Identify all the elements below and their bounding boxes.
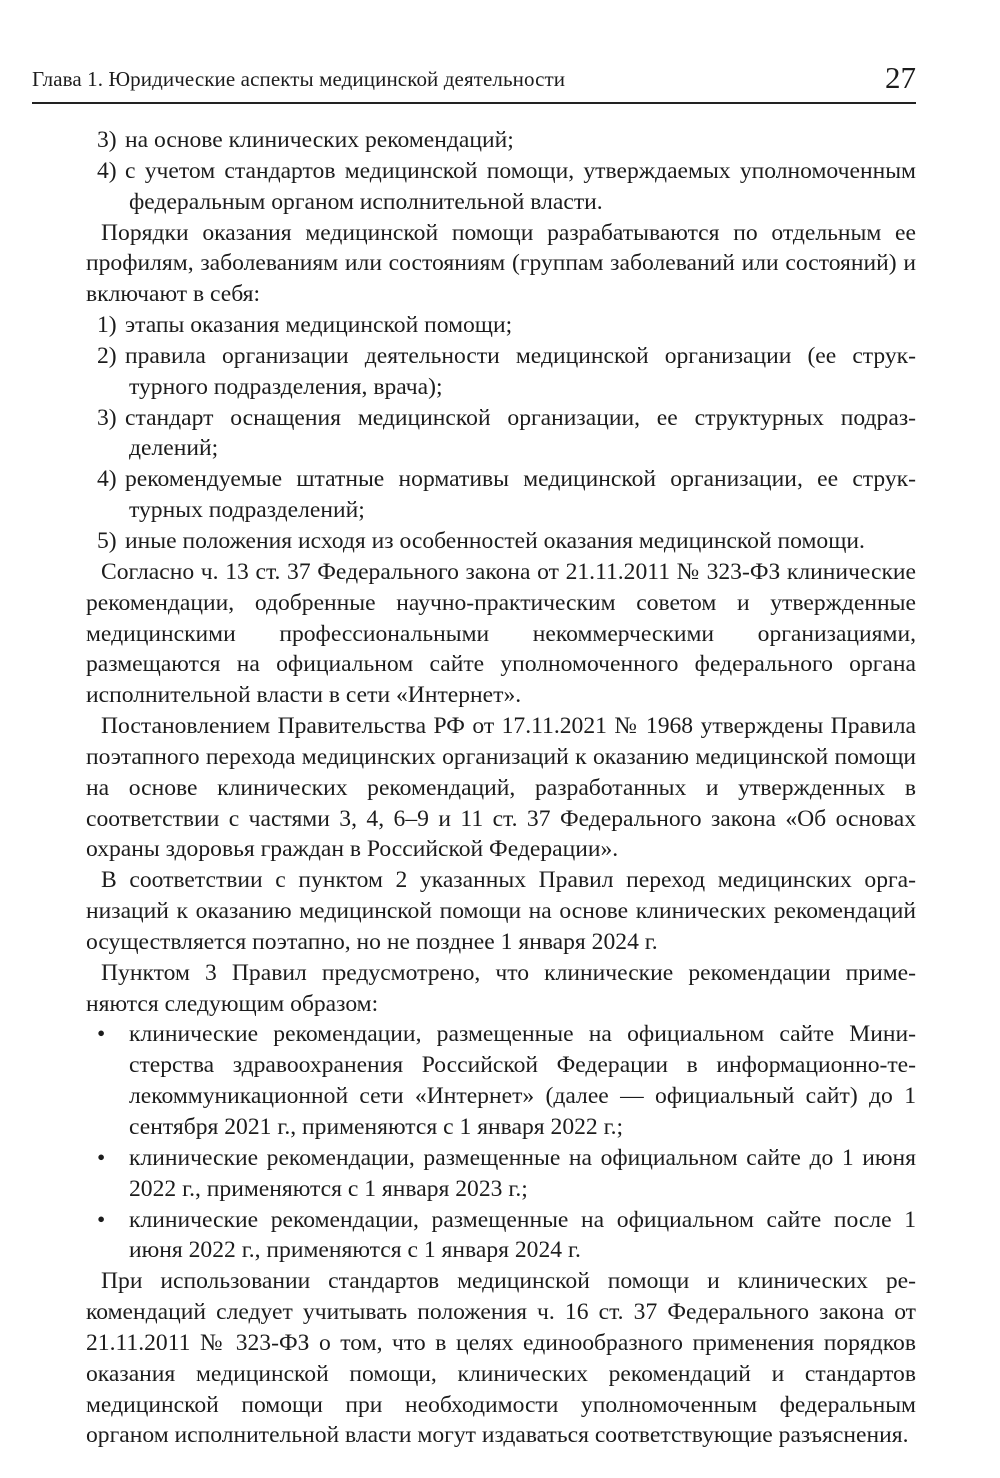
running-header: [32, 58, 916, 104]
list-item-number: 2): [97, 342, 117, 369]
list-item: [97, 341, 916, 403]
list-item: [97, 403, 916, 465]
paragraph-law-13: Согласно ч. 13 ст. 37 Федерального закона от 21.11.2011 № 323-ФЗ клинические рекомендации, одобренные научно-практическим советом и утвержденные медицинскими профессиональными некоммерческими организациями, размещаются на официальном сайте уполномоченного федерального органа исполнительной власти в сети «Интернет».: [86, 558, 916, 709]
bullet-item: [97, 1019, 916, 1142]
list-item-text: с учетом стандартов медицинской помощи, утверждаемых уполномоченным федеральным органом исполнительной власти.: [125, 157, 916, 215]
list-item: [97, 156, 916, 218]
list-item-number: 4): [97, 157, 117, 184]
list-item: [97, 310, 916, 341]
paragraph-rule-2: В соответствии с пунктом 2 указанных Правил переход медицинских организаций к оказанию медицинской помощи на основе клинических рекомендаций осуществляется поэтапно, но не позднее 1 января 2024 г.: [86, 867, 916, 955]
bullet-item: [97, 1143, 916, 1205]
list-item: [97, 526, 916, 557]
bullet-mark: •: [97, 1021, 106, 1048]
list-item-text: иные положения исходя из особенностей оказания медицинской помощи.: [125, 527, 865, 554]
list-item-number: 3): [97, 127, 117, 153]
list-item: [97, 464, 916, 526]
paragraph-procedures: Порядки оказания медицинской помощи разрабатываются по отдельным ее профилям, заболеваниям или состояниям (группам заболеваний или состояний) и включают в себя:: [86, 219, 916, 308]
list-item-number: 1): [97, 312, 117, 339]
bullet-text: клинические рекомендации, размещенные на официальном сайте Министерства здравоохранения Российской Федерации в информационно-телекоммуникационной сети «Интернет» (далее — официальный сайт) до 1 сентября 2021 г., применяются с 1 января 2022 г.;: [129, 1021, 916, 1140]
bullet-text: клинические рекомендации, размещенные на официальном сайте до 1 июня 2022 г., применяются с 1 января 2023 г.;: [129, 1144, 916, 1202]
page-number: 27: [885, 60, 916, 95]
paragraph-rule-3: Пунктом 3 Правил предусмотрено, что клинические рекомендации применяются следующим образом:: [86, 959, 916, 1017]
list-item-text: правила организации деятельности медицинской организации (ее структурного подразделения, врача);: [125, 342, 916, 400]
list-item-text: на основе клинических рекомендаций;: [125, 127, 514, 153]
page-body: [86, 125, 916, 1451]
paragraph-resolution: Постановлением Правительства РФ от 17.11.2021 № 1968 утверждены Правила поэтапного перехода медицинских организаций к оказанию медицинской помощи на основе клинических рекомендаций, разработанных и утвержденных в соответствии с частями 3, 4, 6–9 и 11 ст. 37 Федерального закона «Об основах охраны здоровья граждан в Российской Федерации».: [86, 713, 916, 863]
chapter-title: Глава 1. Юридические аспекты медицинской деятельности: [32, 67, 566, 91]
bullet-item: [97, 1205, 916, 1267]
paragraph-final: При использовании стандартов медицинской помощи и клинических рекомендаций следует учитывать положения ч. 16 ст. 37 Федерального закона от 21.11.2011 № 323-ФЗ о том, что в целях единообразного применения порядков оказания медицинской помощи, клинических рекомендаций и стандартов медицинской помощи при необходимости уполномоченным федеральным органом исполнительной власти могут издаваться соответствующие разъяснения.: [86, 1268, 916, 1449]
list-item: [97, 125, 916, 156]
list-item-text: этапы оказания медицинской помощи;: [125, 312, 513, 339]
bullet-mark: •: [97, 1144, 106, 1171]
list-item-number: 4): [97, 466, 117, 493]
list-item-number: 3): [97, 404, 117, 431]
bullet-mark: •: [97, 1206, 106, 1233]
bullet-text: клинические рекомендации, размещенные на официальном сайте после 1 июня 2022 г., применяются с 1 января 2024 г.: [129, 1206, 916, 1264]
list-item-number: 5): [97, 527, 117, 554]
list-item-text: рекомендуемые штатные нормативы медицинской организации, ее структурных подразделений;: [125, 466, 916, 524]
list-item-text: стандарт оснащения медицинской организации, ее структурных подразделений;: [125, 404, 916, 462]
